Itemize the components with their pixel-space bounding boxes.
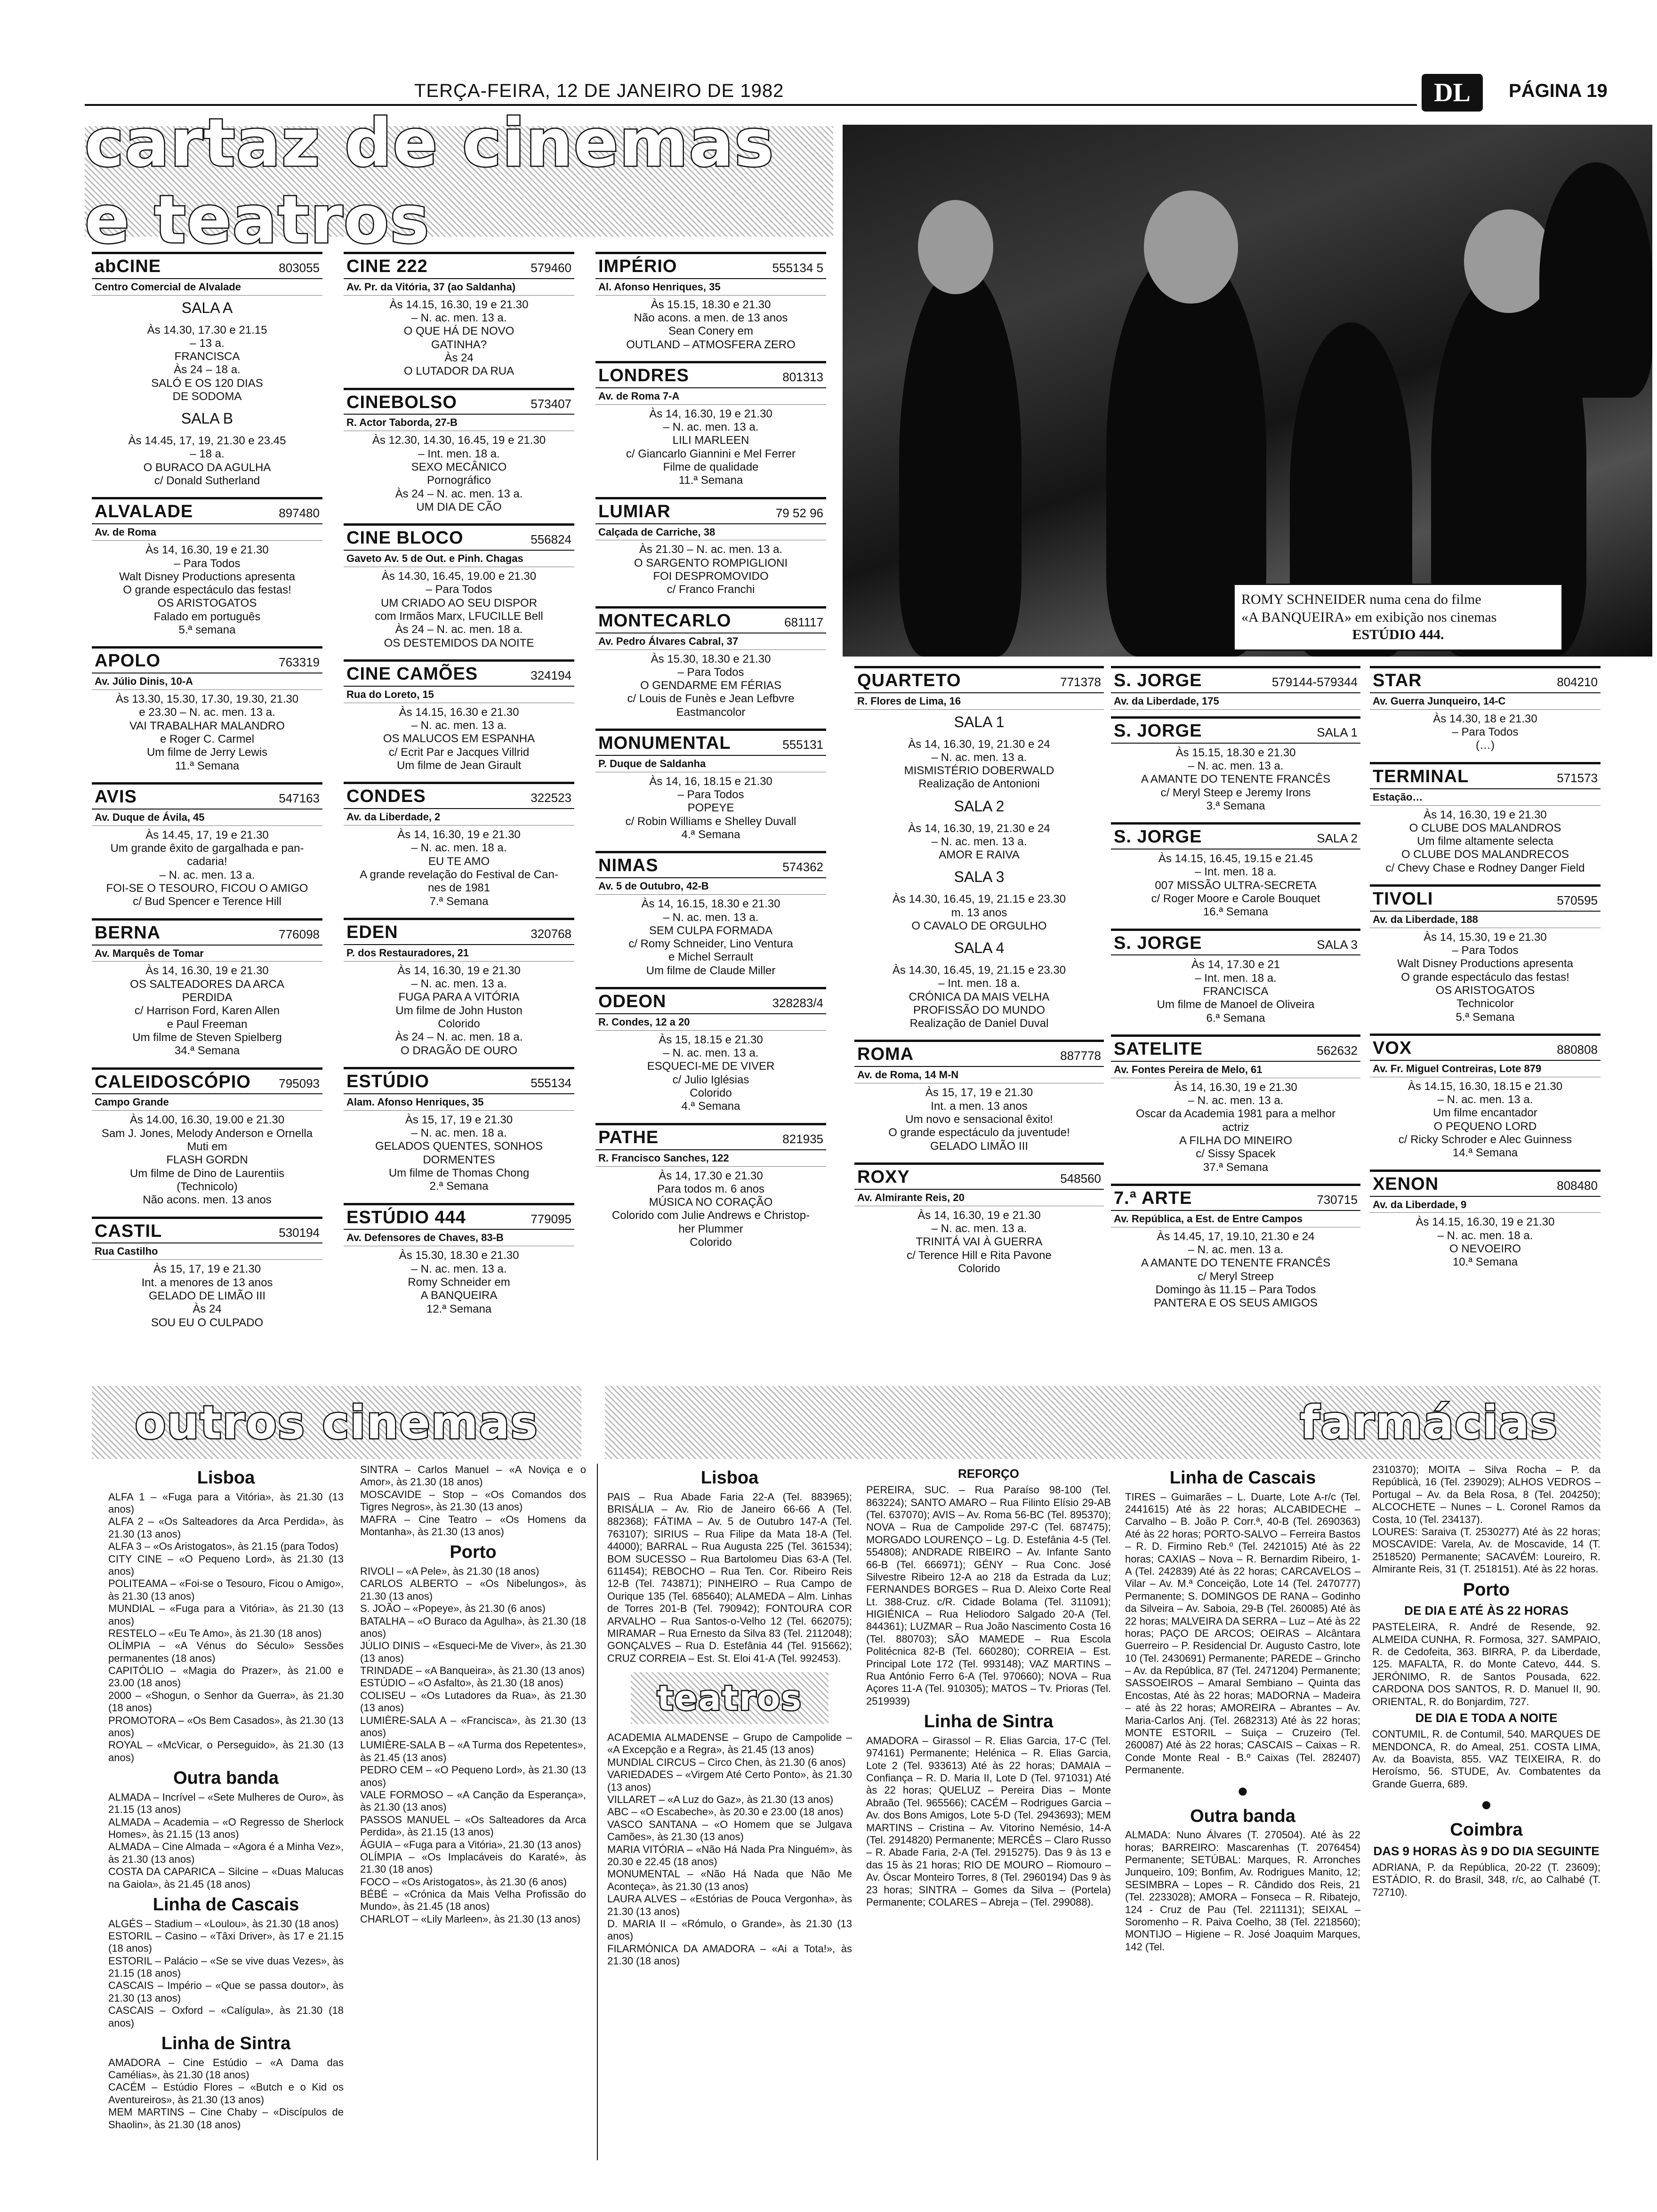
cinema-name: CINEBOLSO xyxy=(346,392,457,412)
film-still-photo xyxy=(843,125,1652,657)
room-label: SALA A xyxy=(181,299,233,316)
cinema-name: QUARTETO xyxy=(857,671,961,690)
showtimes: Às 14.45, 17, 19, 21.30 e 23.45 – 18 a. O BURACO DA AGULHA c/ Donald Sutherland xyxy=(128,434,286,488)
caption-line: «A BANQUEIRA» em exibição nos cinemas xyxy=(1241,609,1497,625)
schedule-heading: DAS 9 HORAS ÀS 9 DO DIA SEGUINTE xyxy=(1373,1843,1600,1858)
cinema-phone: 320768 xyxy=(531,926,571,941)
cinema-list: ALGÉS – Stadium – «Loulou», às 21.30 (18 anos) ESTORIL – Casino – «Tâxi Driver», às 17 e 21.15 (18 anos) ESTORIL – Palácio – «Se se vive duas Vezes», às 21.15 (18 anos) CASCAIS – Império – «Que se passa doutor», às 21.30 (13 anos) CASCAIS – Oxford – «Calígula», às 21.30 (18 anos) xyxy=(108,1917,344,2029)
cinema-name: CONDES xyxy=(346,786,426,807)
cinema-address: Av. Pedro Álvares Cabral, 37 xyxy=(595,633,826,650)
cinema-phone: 808480 xyxy=(1557,1178,1598,1193)
pharmacy-list: PASTELEIRA, R. André de Resende, 92. ALMEIDA CUNHA, R. Formosa, 327. SAMPAIO, R. de Cedofeita, 363. BIRRA, P. da Liberdade, 125. MAFALTA, R. do Monte Catevo, 444. S. JERÓNIMO, R. de Santos Pousada, 622. CARDONA DOS SANTOS, R. D. Manuel II, 90. ORIENTAL, R. do Bonjardim, 727. xyxy=(1372,1621,1601,1707)
room-label: SALA 3 xyxy=(1317,937,1358,952)
cinema-address: Av. Júlio Dinis, 10-A xyxy=(92,673,322,690)
cinema-phone: 555131 xyxy=(782,737,823,752)
column-divider xyxy=(597,1464,598,2160)
showtimes: Às 14, 16.30, 19 e 21.30 – Para Todos Walt Disney Productions apresenta O grande espectáculo das festas! OS ARISTOGATOS Falado em português 5.ª semana xyxy=(119,544,295,637)
showtimes: Às 14, 16.30, 19, 21.30 e 24 – N. ac. men. 13 a. MISMISTÉRIO DOBERWALD Realização de Antonioni xyxy=(904,737,1054,791)
cinema-phone: 804210 xyxy=(1557,675,1598,689)
cinema-listing xyxy=(595,851,826,980)
cinema-phone: 324194 xyxy=(531,668,571,682)
cinema-name: S. JORGE xyxy=(1114,827,1202,847)
page-number: PÁGINA 19 xyxy=(1509,80,1608,101)
cinema-address: R. Condes, 12 a 20 xyxy=(595,1014,826,1031)
cinema-phone: 771378 xyxy=(1060,675,1101,689)
cinema-phone: 328283/4 xyxy=(772,996,823,1010)
cinema-column-3 xyxy=(595,252,826,1258)
cinema-address: Av. de Roma 7-A xyxy=(595,388,826,405)
showtimes: Às 14.00, 16.30, 19.00 e 21.30 Sam J. Jones, Melody Anderson e Ornella Muti em FLASH GORDN Um filme de Dino de Laurentiis (Technicolo) Não acons. men. 13 anos xyxy=(101,1114,313,1207)
caption-line: ROMY SCHNEIDER numa cena do filme xyxy=(1241,592,1481,607)
cinema-name: abCINE xyxy=(95,256,161,276)
showtimes: Às 14, 16.30, 19 e 21.30 OS SALTEADORES DA ARCA PERDIDA c/ Harrison Ford, Karen Allen e Paul Freeman Um filme de Steven Spielberg 34.ª Semana xyxy=(130,964,284,1058)
cinema-phone: 322523 xyxy=(531,791,571,805)
caption-line: ESTÚDIO 444. xyxy=(1352,627,1444,642)
cinema-phone: 555134 xyxy=(531,1075,571,1090)
pharmacy-list: PEREIRA, SUC. – Rua Paraíso 98-100 (Tel. 863224); SANTO AMARO – Rua Filinto Elísio 29-AB (Tel. 637070); AVIS – Av. Roma 56-BC (Tel. 895370); NOVA – Rua de Campolide 297-C (Tel. 687475); MORGADO LOURENÇO – Lg. D. Estefânia 4-5 (Tel. 554808); ANDRADE RIBEIRO – Av. Infante Santo 66-B (Tel. 666971); GÉNY – Rua Conc. José Silvestre Ribeiro 12-A ao 218 da Estrada da Luz; FERNANDES BORGES – Rua D. Aleixo Corte Real Lt. 388-Cruz. c/R. Cidade Bolama (Tel. 311091); HIGIÉNICA – Rua Heliodoro Salgado 20-A (Tel. 844361); LUZMAR – Rua João Nascimento Costa 16 (Tel. 880703); SÃO MAMEDE – Rua Escola Politécnica 82-B (Tel. 660280); CORREIA – Est. Principal Lote 172 (Tel. 993148); VAZ MARTINS – Rua António Ferro 6-A (Tel. 970660); NOVA – Rua Açores 11-A (Tel. 910305); MATOS – Tv. Prioras (Tel. 2519939) xyxy=(866,1484,1111,1707)
cinema-list: ALFA 1 – «Fuga para a Vitória», às 21.30 (13 anos) ALFA 2 – «Os Salteadores da Arca Perdida», às 21.30 (13 anos) ALFA 3 – «Os Aristogatos», às 21.15 (para Todos) CITY CINE – «O Pequeno Lord», às 21.30 (13 anos) POLITEAMA – «Foi-se o Tesouro, Ficou o Amigo», às 21.30 (13 anos) MUNDIAL – «Fuga para a Vitória», às 21.30 (13 anos) RESTELO – «Eu Te Amo», às 21.30 (18 anos) OLÍMPIA – «A Vénus do Século» Sessões permanentes (18 anos) CAPITÓLIO – «Magia do Prazer», às 21.00 e 23.00 (18 anos) 2000 – «Shogun, o Senhor da Guerra», às 21.30 (18 anos) PROMOTORA – «Os Bem Casados», às 21.30 (13 anos) ROYAL – «McVicar, o Perseguido», às 21.30 (13 anos) xyxy=(108,1491,344,1763)
cinema-listing xyxy=(595,987,826,1116)
cinema-name: AVIS xyxy=(95,787,137,807)
region-heading: Coimbra xyxy=(1450,1820,1523,1840)
cinema-name: S. JORGE xyxy=(1114,721,1202,741)
region-heading: REFORÇO xyxy=(958,1467,1019,1481)
cinema-address: Av. da Liberdade, 175 xyxy=(1111,693,1360,710)
cinema-listing xyxy=(595,729,826,844)
cinema-listing xyxy=(1111,822,1360,922)
cinema-phone: 730715 xyxy=(1317,1192,1358,1207)
cinema-column-2 xyxy=(344,252,574,1325)
showtimes: Às 14.15, 16.30, 19 e 21.30 – N. ac. men. 18 a. O NEVOEIRO 10.ª Semana xyxy=(1416,1216,1555,1269)
cinema-name: CINE 222 xyxy=(346,256,428,276)
farmacias-banner xyxy=(605,1386,1601,1459)
cinema-listing xyxy=(1370,1170,1601,1272)
cinema-list: SINTRA – Carlos Manuel – «A Noviça e o Amor», às 21.30 (18 anos) MOSCAVIDE – Stop – «Os Comandos dos Tigres Negros», às 21.30 (13 anos) MAFRA – Cine Teatro – «Os Homens da Montanha», às 21.30 (13 anos) xyxy=(360,1464,586,1538)
cinema-name: ODEON xyxy=(598,992,667,1012)
region-heading: Outra banda xyxy=(1190,1806,1295,1826)
showtimes: Às 15, 18.15 e 21.30 – N. ac. men. 13 a. ESQUECI-ME DE VIVER c/ Julio Iglésias Colorido 4.ª Semana xyxy=(647,1033,775,1113)
teatros-banner xyxy=(631,1672,828,1724)
room-label: SALA 1 xyxy=(1317,725,1358,739)
cinema-name: BERNA xyxy=(95,922,161,943)
page-header xyxy=(0,78,1657,106)
showtimes: Às 15.15, 18.30 e 21.30 Não acons. a men. de 13 anos Sean Conery em OUTLAND – ATMOSFERA ZERO xyxy=(626,298,796,351)
cinema-name: EDEN xyxy=(346,922,398,942)
showtimes: Às 14, 16.30, 19 e 21.30 – N. ac. men. 13 a. TRINITÁ VAI À GUERRA c/ Terence Hill e Rita Pavone Colorido xyxy=(907,1209,1052,1275)
room-label: SALA B xyxy=(181,410,233,427)
outros-cinemas-banner xyxy=(92,1386,581,1459)
showtimes: Às 14.30, 16.45, 19, 21.15 e 23.30 – Int. men. 18 a. CRÓNICA DA MAIS VELHA PROFISSÃO DO MUNDO Realização de Daniel Duval xyxy=(892,963,1066,1030)
showtimes: Às 14.30, 18 e 21.30 – Para Todos (…) xyxy=(1433,712,1537,752)
showtimes: Às 14, 16, 18.15 e 21.30 – Para Todos POPEYE c/ Robin Williams e Shelley Duvall 4.ª Semana xyxy=(625,775,796,842)
showtimes: Às 15, 17, 19 e 21.30 Int. a menores de 13 anos GELADO DE LIMÃO III Às 24 SOU EU O CULPADO xyxy=(141,1263,273,1329)
showtimes: Às 12.30, 14.30, 16.45, 19 e 21.30 – Int. men. 18 a. SEXO MECÂNICO Pornográfico Às 24 – N. ac. men. 13 a. UM DIA DE CÃO xyxy=(372,434,546,513)
cinema-listing xyxy=(92,252,322,490)
cinema-list: AMADORA – Cine Estúdio – «A Dama das Camélias», às 21.30 (18 anos) CACÉM – Estúdio Flores – «Butch e o Kid os Aventureiros», às 21.30 (13 anos) MEM MARTINS – Cine Chaby – «Discípulos de Shaolin», às 21.30 (18 anos) xyxy=(108,2056,344,2131)
cinema-column-4 xyxy=(854,666,1104,1285)
cinema-listing xyxy=(1111,1184,1360,1313)
cinema-address: Rua Castilho xyxy=(92,1243,322,1260)
showtimes: Às 14, 16.15, 18.30 e 21.30 – N. ac. men. 13 a. SEM CULPA FORMADA c/ Romy Schneider, Lino Ventura e Michel Serrault Um filme de Claude Miller xyxy=(628,898,793,977)
bullet-icon: ● xyxy=(1480,1794,1492,1815)
farmacias-title: farmácias xyxy=(1300,1396,1558,1449)
cinema-phone: 795093 xyxy=(279,1076,320,1090)
showtimes: Às 14, 17.30 e 21 – Int. men. 18 a. FRANCISCA Um filme de Manoel de Oliveira 6.ª Semana xyxy=(1157,958,1315,1025)
showtimes: Às 13.30, 15.30, 17.30, 19.30, 21.30 e 23.30 – N. ac. men. 13 a. VAI TRABALHAR MALANDRO e Roger C. Carmel Um filme de Jerry Lewis 11.ª Semana xyxy=(115,693,299,772)
region-heading: Lisboa xyxy=(700,1468,759,1488)
cinema-phone: 574362 xyxy=(782,860,823,874)
showtimes: Às 14.45, 17, 19 e 21.30 Um grande êxito de gargalhada e pan- cadaria! – N. ac. men. 13 a. FOI-SE O TESOURO, FICOU O AMIGO c/ Bud Spencer e Terence Hill xyxy=(106,828,308,908)
newspaper-logo: DL xyxy=(1422,74,1483,112)
cinema-address: Rua do Loreto, 15 xyxy=(344,687,574,703)
cinema-name: PATHE xyxy=(598,1127,659,1147)
cinema-name: CINE CAMÕES xyxy=(346,664,478,684)
bullet-icon: ● xyxy=(1237,1780,1249,1801)
showtimes: Às 15, 17, 19 e 21.30 Int. a men. 13 anos Um novo e sensacional êxito! O grande espectáculo da juventude! GELADO LIMÃO III xyxy=(888,1086,1070,1153)
region-heading: Porto xyxy=(450,1542,497,1563)
showtimes: Às 15.15, 18.30 e 21.30 – N. ac. men. 13 a. A AMANTE DO TENENTE FRANCÊS c/ Meryl Steep e Jeremy Irons 3.ª Semana xyxy=(1141,746,1331,812)
issue-date: TERÇA-FEIRA, 12 DE JANEIRO DE 1982 xyxy=(414,80,784,101)
pharmacy-list: 2310370); MOITA – Silva Rocha – P. da Repúblicà, 16 (Tel. 239029); ALHOS VEDROS – Portugal – Av. da Bela Rosa, 8 (Tel. 204250); ALCOCHETE – Nunes – L. Coronel Ramos da Costa, 10 (Tel. 234137). LOURES: Saraiva (T. 2530277) Até às 22 horas; MOSCAVIDE: Varela, Av. de Moscavide, 14 (T. 2518520) Permanente; SACAVÉM: Loureiro, R. Almirante Reis, 31 (T. 2518151). Até às 22 horas. xyxy=(1372,1464,1601,1575)
cinema-address: Av. da Liberdade, 2 xyxy=(344,809,574,825)
cinema-name: NIMAS xyxy=(598,856,659,876)
cinema-address: Alam. Afonso Henriques, 35 xyxy=(344,1094,574,1111)
cinema-address: Centro Comercial de Alvalade xyxy=(92,279,322,296)
cinema-phone: 579144-579344 xyxy=(1271,675,1358,689)
pharmacy-list: CONTUMIL, R. de Contumil, 540. MARQUES DE MENDONCA, R. do Ameal, 251. COSTA LIMA, Av. da Boavista, 855. VAZ TEIXEIRA, R. do Heroísmo, 56. STUDE, Av. Combatentes da Grande Guerra, 689. xyxy=(1372,1728,1601,1790)
cinema-listing xyxy=(1111,716,1360,816)
cinema-address: Av. da Liberdade, 9 xyxy=(1370,1197,1601,1213)
farmacias-column-3 xyxy=(1125,1464,1360,1956)
cinema-name: ROXY xyxy=(857,1167,910,1187)
theatre-list: ACADEMIA ALMADENSE – Grupo de Campolide – «A Excepção e a Regra», às 21.45 (13 anos) MUNDIAL CIRCUS – Circo Chen, às 21.30 (6 anos) VARIEDADES – «Virgem Até Certo Ponto», às 21.30 (13 anos) VILLARET – «A Luz do Gaz», às 21.30 (13 anos) ABC – «O Escabeche», às 20.30 e 23.00 (18 anos) VASCO SANTANA – «O Homem que se Julgava Camões», às 21.30 (13 anos) MARIA VITÓRIA – «Não Há Nada Pra Ninguém», às 20.30 e 22.45 (18 anos) MONUMENTAL – «Não Há Nada que Não Me Aconteça», às 21.30 (13 anos) LAURA ALVES – «Estórias de Pouca Vergonha», às 21.30 (13 anos) D. MARIA II – «Rómulo, o Grande», às 21.30 (13 anos) FILARMÓNICA DA AMADORA – «Ai a Tota!», às 21.30 (18 anos) xyxy=(607,1731,852,1967)
pharmacy-list: TIRES – Guimarães – L. Duarte, Lote A-r/c (Tel. 2441615) Até às 22 horas; ALCABIDECHE – Carvalho – B. João P. Corr.ª, 40-B (Tel. 2690363) Até às 22 horas; PORTO-SALVO – Ferreira Bastos – R. D. Firmino Reb.º (Tel. 2421015) Até às 22 horas; CAXIAS – Nova – R. Bernardim Ribeiro, 1-A (Tel. 242839) Até às 22 horas; CARCAVELOS – Vilar – Av. M.ª Conceição, Lote 14 (Tel. 2470777) Permanente; S. DOMINGOS DE RANA – Godinho da Silveira – Av. Saboia, 29-B (Tel. 260085) Até às 22 horas; MALVEIRA DA SERRA – Luz – Até às 22 horas; PAÇO DE ARCOS; OEIRAS – Alcântara Guerreiro – P. Residencial Dr. Augusto Castro, lote 10 (Tel. 2430691) Permanente; PAREDE – Grincho – Av. da República, 87 (Tel. 2471204) Permanente; SASSOEIROS – Amaral Sembiano – Quinta das Encostas, Até às 22 horas; MADORNA – Madeira – até às 22 horas; AMOREIRA – Abrantes – Av. Maria-Carlos Anj. (Tel. 2682313) Até às 22 horas; MONTE ESTORIL – Suiça – Cruzeiro (Tel. 260087) Até às 22 horas; CASCAIS – Caixas – R. Conde Monte Real - B.º Caixas (Tel. 282407) Permanente. xyxy=(1125,1491,1360,1776)
cartaz-title: cartaz de cinemas e teatros xyxy=(85,104,775,258)
region-heading: Linha de Sintra xyxy=(161,2034,291,2054)
cartaz-banner xyxy=(85,104,833,258)
cinema-name: S. JORGE xyxy=(1114,671,1202,690)
farmacias-column-1 xyxy=(607,1464,852,1970)
cinema-phone: 763319 xyxy=(279,655,320,670)
cinema-address: Av. Guerra Junqueiro, 14-C xyxy=(1370,693,1601,710)
outros-cinemas-column-a xyxy=(108,1464,344,2134)
cinema-address: P. dos Restauradores, 21 xyxy=(344,945,574,962)
cinema-name: XENON xyxy=(1373,1174,1439,1194)
cinema-address: Av. República, a Est. de Entre Campos xyxy=(1111,1211,1360,1227)
cinema-listing xyxy=(595,1123,826,1252)
farmacias-column-2 xyxy=(866,1464,1111,1911)
cinema-listing xyxy=(92,1217,322,1332)
showtimes: Às 21.30 – N. ac. men. 13 a. O SARGENTO ROMPIGLIONI FOI DESPROMOVIDO c/ Franco Franchi xyxy=(634,543,788,596)
cinema-address: P. Duque de Saldanha xyxy=(595,756,826,772)
cinema-listing xyxy=(1370,1034,1601,1163)
cinema-listing xyxy=(1370,762,1601,878)
cinema-phone: 897480 xyxy=(279,506,320,521)
showtimes: Às 14.15, 16.30, 19 e 21.30 – N. ac. men. 13 a. O QUE HÁ DE NOVO GATINHA? Às 24 O LUTADOR DA RUA xyxy=(389,298,529,378)
cinema-phone: 776098 xyxy=(279,927,320,941)
room-label: SALA 4 xyxy=(954,939,1005,957)
cinema-name: ESTÚDIO 444 xyxy=(346,1207,466,1227)
region-heading: Lisboa xyxy=(197,1468,255,1488)
cinema-listing xyxy=(344,1203,574,1319)
cinema-address: Av. Marquês de Tomar xyxy=(92,946,322,962)
cinema-phone: 547163 xyxy=(279,791,320,806)
farmacias-column-4 xyxy=(1372,1464,1601,1901)
cinema-phone: 571573 xyxy=(1557,770,1598,785)
region-heading: Linha de Cascais xyxy=(153,1894,299,1915)
showtimes: Às 14, 16.30, 19 e 21.30 – N. ac. men. 18 a. EU TE AMO A grande revelação do Festival de Can- nes de 1981 7.ª Semana xyxy=(360,828,558,908)
cinema-name: LUMIAR xyxy=(598,501,671,521)
cinema-name: LONDRES xyxy=(598,366,689,386)
showtimes: Às 14, 16.30, 19 e 21.30 – N. ac. men. 13 a. Oscar da Academia 1981 para a melhor actriz A FILHA DO MINEIRO c/ Sissy Spacek 37.ª Semana xyxy=(1135,1081,1336,1174)
region-heading: Linha de Sintra xyxy=(924,1712,1054,1732)
schedule-heading: DE DIA E TODA A NOITE xyxy=(1415,1711,1558,1725)
cinema-name: VOX xyxy=(1373,1038,1412,1058)
cinema-address: Al. Afonso Henriques, 35 xyxy=(595,279,826,296)
showtimes: Às 14.15, 16.45, 19.15 e 21.45 – Int. men. 18 a. 007 MISSÃO ULTRA-SECRETA c/ Roger Moore e Carole Bouquet 16.ª Semana xyxy=(1151,852,1320,919)
outros-cinemas-title: outros cinemas xyxy=(135,1396,539,1449)
cinema-listing xyxy=(1370,884,1601,1027)
cinema-address: Estação… xyxy=(1370,789,1601,806)
schedule-heading: DE DIA E ATÉ ÀS 22 HORAS xyxy=(1404,1603,1569,1618)
cinema-address: Av. Duque de Ávila, 45 xyxy=(92,809,322,826)
room-label: SALA 1 xyxy=(954,713,1005,730)
cinema-column-6 xyxy=(1370,666,1601,1279)
cinema-address: Av. da Liberdade, 188 xyxy=(1370,912,1601,928)
cinema-address: Calçada de Carriche, 38 xyxy=(595,524,826,541)
cinema-address: Av. Pr. da Vitória, 37 (ao Saldanha) xyxy=(344,279,574,296)
cinema-name: ESTÚDIO xyxy=(346,1071,429,1091)
cinema-list: ALMADA – Incrível – «Sete Mulheres de Ouro», às 21.15 (13 anos) ALMADA – Academia – «O Regresso de Sherlock Homes», às 21.15 (13 anos) ALMADA – Cine Almada – «Agora é a Minha Vez», às 21.30 (13 anos) COSTA DA CAPARICA – Silcine – «Duas Malucas na Gaiola», às 21.45 (18 anos) xyxy=(108,1791,344,1890)
cinema-phone: 803055 xyxy=(279,261,320,275)
cinema-address: Av. 5 de Outubro, 42-B xyxy=(595,878,826,895)
cinema-listing xyxy=(344,782,574,911)
cinema-name: STAR xyxy=(1373,671,1422,690)
cinema-listing xyxy=(344,388,574,517)
showtimes: Às 14.30, 16.45, 19.00 e 21.30 – Para Todos UM CRIADO AO SEU DISPOR com Irmãos Marx, LFUCILLE Bell Às 24 – N. ac. men. 18 a. OS DESTEMIDOS DA NOITE xyxy=(375,570,543,649)
cinema-listing xyxy=(344,1067,574,1196)
teatros-title: teatros xyxy=(657,1678,803,1718)
cinema-name: CALEIDOSCÓPIO xyxy=(95,1072,251,1092)
showtimes: Às 15.30, 18.30 e 21.30 – Para Todos O GENDARME EM FÉRIAS c/ Louis de Funès e Jean Lefbvre Eastmancolor xyxy=(627,652,795,719)
cinema-phone: 681117 xyxy=(784,615,823,629)
cinema-column-5 xyxy=(1111,666,1360,1320)
cinema-column-1 xyxy=(92,252,322,1339)
showtimes: Às 14.30, 16.45, 19, 21.15 e 23.30 m. 13 anos O CAVALO DE ORGULHO xyxy=(892,893,1066,932)
figure-silhouette xyxy=(899,266,1022,657)
cinema-name: 7.ª ARTE xyxy=(1114,1188,1192,1208)
pharmacy-list: ALMADA: Nuno Álvares (T. 270504). Até às 22 horas; BARREIRO: Mascarenhas (T. 2076454) Permanente; SETÚBAL: Marques, R. Arronches Junqueiro, 109; Bonfim, Av. Rodrigues Manito, 12; SESIMBRA – Lopes – R. Cândido dos Reis, 21 (Tel. 2233028); AMORA – Fonseca – R. Ribatejo, 124 - Cruz de Pau (Tel. 2211131); SEIXAL – Soromenho – R. Paiva Coelho, 38 (Tel. 2218560); MONTIJO – Higiene – R. José Joaquim Marques, 142 (Tel. xyxy=(1125,1829,1360,1953)
cinema-name: TERMINAL xyxy=(1373,766,1469,786)
cinema-phone: 573407 xyxy=(531,396,571,411)
showtimes: Às 14, 16.30, 19, 21.30 e 24 – N. ac. men. 13 a. AMOR E RAIVA xyxy=(908,822,1050,862)
cinema-name: IMPÉRIO xyxy=(598,256,677,276)
showtimes: Às 14.30, 17.30 e 21.15 – 13 a. FRANCISCA Às 24 – 18 a. SALÓ E OS 120 DIAS DE SODOMA xyxy=(147,323,267,403)
showtimes: Às 14, 15.30, 19 e 21.30 – Para Todos Walt Disney Productions apresenta O grande espectáculo das festas! OS ARISTOGATOS Technicolor 5.ª Semana xyxy=(1397,930,1573,1024)
region-heading: Porto xyxy=(1463,1579,1510,1600)
cinema-listing xyxy=(92,918,322,1061)
pharmacy-list: AMADORA – Girassol – R. Elias Garcia, 17-C (Tel. 974161) Permanente; Helénica – R. Elias Garcia, Lote 2 (Tel. 933613) Até às 22 horas; DAMAIA – Confiança – R. D. Maria II, Lote D (Tel. 971031) Até às 22 horas; QUELUZ – Pereira Dias – Monte Abraão (Tel. 965566); CACÉM – Rodrigues Garcia – Av. dos Bons Amigos, Lote 5-D (Tel. 2943693); MEM MARTINS – Cristina – Av. Vitorino Nemésio, 14-A (Tel. 2914820) Permanente; MERCÊS – Claro Russo – R. Abade Faria, 2-A (Tel. 2915275). Das 9 às 13 e das 15 às 21 horas; RIO DE MOURO – Riomouro – Av. Óscar Monteiro Torres, 8 (Tel. 2960194) Das 9 às 23 horas; SINTRA – Gomes da Silva – (Portela) Permanente; COLARES – Abreja – (Tel. 299088). xyxy=(866,1734,1111,1908)
showtimes: Às 14.15, 16.30, 18.15 e 21.30 – N. ac. men. 13 a. Um filme encantador O PEQUENO LORD c/ Ricky Schroder e Alec Guinness 14.ª Semana xyxy=(1398,1080,1572,1160)
cinema-listing xyxy=(92,1067,322,1210)
cinema-name: SATELITE xyxy=(1114,1039,1203,1059)
cinema-address: Av. de Roma xyxy=(92,524,322,541)
cinema-name: MONUMENTAL xyxy=(598,733,731,753)
cinema-address: R. Actor Taborda, 27-B xyxy=(344,415,574,431)
cinema-listing xyxy=(344,918,574,1060)
region-heading: Outra banda xyxy=(173,1768,279,1788)
cinema-listing xyxy=(92,646,322,776)
showtimes: Às 14, 16.30, 19 e 21.30 – N. ac. men. 13 a. LILI MARLEEN c/ Giancarlo Giannini e Mel Ferrer Filme de qualidade 11.ª Semana xyxy=(626,407,796,487)
cinema-name: MONTECARLO xyxy=(598,610,732,631)
cinema-phone: 555134 5 xyxy=(772,261,823,275)
cinema-listing xyxy=(344,523,574,653)
cinema-name: CINE BLOCO xyxy=(346,528,464,548)
cinema-listing xyxy=(92,782,322,912)
cinema-listing xyxy=(1370,666,1601,755)
cinema-listing xyxy=(1111,666,1360,710)
cinema-address: Campo Grande xyxy=(92,1094,322,1111)
showtimes: Às 15, 17, 19 e 21.30 – N. ac. men. 18 a. GELADOS QUENTES, SONHOS DORMENTES Um filme de Thomas Chong 2.ª Semana xyxy=(375,1113,543,1193)
pharmacy-list: ADRIANA, P. da República, 20-22 (T. 23609); ESTÁDIO, R. do Brasil, 348, r/c, ao Calhabé (T. 72710). xyxy=(1372,1861,1601,1898)
cinema-phone: 562632 xyxy=(1317,1043,1358,1058)
showtimes: Às 14, 17.30 e 21.30 Para todos m. 6 anos MÚSICA NO CORAÇÃO Colorido com Julie Andrews e Christop- her Plummer Colorido xyxy=(611,1169,810,1249)
showtimes: Às 15.30, 18.30 e 21.30 – N. ac. men. 13 a. Romy Schneider em A BANQUEIRA 12.ª Semana xyxy=(399,1249,519,1315)
outros-cinemas-column-b xyxy=(360,1464,586,1928)
cinema-address: Av. Defensores de Chaves, 83-B xyxy=(344,1230,574,1246)
room-label: SALA 2 xyxy=(954,797,1005,815)
cinema-name: APOLO xyxy=(95,651,161,671)
cinema-listing xyxy=(595,252,826,354)
cinema-listing xyxy=(595,361,826,490)
cinema-address: R. Francisco Sanches, 122 xyxy=(595,1150,826,1167)
cinema-listing xyxy=(854,1040,1104,1155)
cinema-phone: 79 52 96 xyxy=(775,505,823,520)
cinema-listing xyxy=(1111,929,1360,1028)
figure-silhouette xyxy=(1539,162,1652,398)
showtimes: Às 14.15, 16.30 e 21.30 – N. ac. men. 13 a. OS MALUCOS EM ESPANHA c/ Ecrit Par e Jacques Villrid Um filme de Jean Girault xyxy=(383,705,535,772)
showtimes: Às 14, 16.30, 19 e 21.30 O CLUBE DOS MALANDROS Um filme altamente selecta O CLUBE DOS MALANDRECOS c/ Chevy Chase e Rodney Danger Field xyxy=(1385,808,1585,874)
cinema-address: Av. Fr. Miguel Contreiras, Lote 879 xyxy=(1370,1061,1601,1077)
cinema-name: CASTIL xyxy=(95,1221,162,1241)
pharmacy-list: PAIS – Rua Abade Faria 22-A (Tel. 883965); BRISÁLIA – Av. Rio de Janeiro 66-66 A (Tel. 882368); FÁTIMA – Av. 5 de Outubro 147-A (Tel. 763107); SIRIUS – Rua Filipe da Mata 18-A (Tel. 44000); BARRAL – Rua Augusta 225 (Tel. 361534); BOM SUCESSO – Rua Bartolomeu Dias 63-A (Tel. 611454); REBOCHO – Rua Ten. Cor. Ribeiro Reis 12-B (Tel. 743871); PINHEIRO – Rua Campo de Ourique 135 (Tel. 685640); ALAMEDA – Alm. Linhas de Torres 201-B (Tel. 790942); FONTOURA COR ARVALHO – Rua Santos-o-Velho 12 (Tel. 662075); MIRAMAR – Rua Ernesto da Silva 83 (Tel. 2112048); GONÇALVES – Rua D. Estefânia 44 (Tel. 915662); CRUZ CORREIA – Est. St. Eloi 41-A (Tel. 992453). xyxy=(607,1491,852,1664)
cinema-listing xyxy=(595,497,826,600)
showtimes: Às 14.45, 17, 19.10, 21.30 e 24 – N. ac. men. 13 a. A AMANTE DO TENENTE FRANCÊS c/ Meryl Streep Domingo às 11.15 – Para Todos PANTERA E OS SEUS AMIGOS xyxy=(1141,1230,1331,1310)
cinema-listing xyxy=(854,666,1104,1033)
cinema-listing xyxy=(92,497,322,640)
cinema-phone: 821935 xyxy=(782,1131,823,1146)
figure-face xyxy=(918,200,993,294)
cinema-phone: 887778 xyxy=(1060,1049,1101,1063)
showtimes: Às 14, 16.30, 19 e 21.30 – N. ac. men. 13 a. FUGA PARA A VITÓRIA Um filme de John Huston Colorido Às 24 – N. ac. men. 18 a. O DRAGÃO DE OURO xyxy=(395,964,523,1057)
cinema-address: Av. Almirante Reis, 20 xyxy=(854,1190,1104,1206)
cinema-name: TIVOLI xyxy=(1373,889,1433,909)
cinema-phone: 570595 xyxy=(1557,893,1598,908)
cinema-name: S. JORGE xyxy=(1114,933,1202,953)
room-label: SALA 2 xyxy=(1317,831,1358,846)
cinema-phone: 530194 xyxy=(279,1225,320,1240)
cinema-address: Gaveto Av. 5 de Out. e Pinh. Chagas xyxy=(344,551,574,567)
cinema-address: Av. de Roma, 14 M-N xyxy=(854,1067,1104,1083)
cinema-name: ROMA xyxy=(857,1044,914,1065)
cinema-phone: 779095 xyxy=(531,1211,571,1226)
region-heading: Linha de Cascais xyxy=(1169,1468,1316,1488)
cinema-listing xyxy=(344,659,574,775)
cinema-name: ALVALADE xyxy=(95,502,193,522)
cinema-phone: 579460 xyxy=(531,261,571,275)
figure-face xyxy=(1144,191,1238,304)
cinema-listing xyxy=(854,1162,1104,1278)
cinema-address: R. Flores de Lima, 16 xyxy=(854,693,1104,710)
cinema-listing xyxy=(344,252,574,381)
cinema-phone: 556824 xyxy=(531,532,571,547)
cinema-phone: 880808 xyxy=(1557,1042,1598,1057)
cinema-address: Av. Fontes Pereira de Melo, 61 xyxy=(1111,1062,1360,1078)
cinema-listing xyxy=(1111,1034,1360,1177)
cinema-phone: 548560 xyxy=(1060,1171,1101,1186)
cinema-list: RIVOLI – «A Pele», às 21.30 (18 anos) CARLOS ALBERTO – «Os Nibelungos», às 21.30 (13 anos) S. JOÃO – «Popeye», às 21.30 (6 anos) BATALHA – «O Buraco da Agulha», às 21.30 (18 anos) JÚLIO DINIS – «Esqueci-Me de Viver», às 21.30 (13 anos) TRINDADE – «A Banqueira», às 21.30 (13 anos) ESTÚDIO – «O Asfalto», às 21.30 (18 anos) COLISEU – «Os Lutadores da Rua», às 21.30 (13 anos) LUMIÈRE-SALA A – «Francisca», às 21.30 (13 anos) LUMIÈRE-SALA B – «A Turma dos Repetentes», às 21.45 (13 anos) PEDRO CEM – «O Pequeno Lord», às 21.30 (13 anos) VALE FORMOSO – «A Canção da Esperança», às 21.30 (13 anos) PASSOS MANUEL – «Os Salteadores da Arca Perdida», às 21.15 (13 anos) ÁGUIA – «Fuga para a Vitória», 21.30 (13 anos) OLÍMPIA – «Os Implacáveis do Karaté», às 21.30 (18 anos) FOCO – «Os Aristogatos», às 21.30 (6 anos) BÉBÉ – «Crónica da Mais Velha Profissão do Mundo», às 21.45 (18 anos) CHARLOT – «Lily Marleen», às 21.30 (13 anos) xyxy=(360,1565,586,1925)
cinema-listing xyxy=(595,606,826,722)
cinema-phone: 801313 xyxy=(782,370,823,385)
room-label: SALA 3 xyxy=(954,868,1005,886)
photo-caption xyxy=(1233,584,1563,651)
